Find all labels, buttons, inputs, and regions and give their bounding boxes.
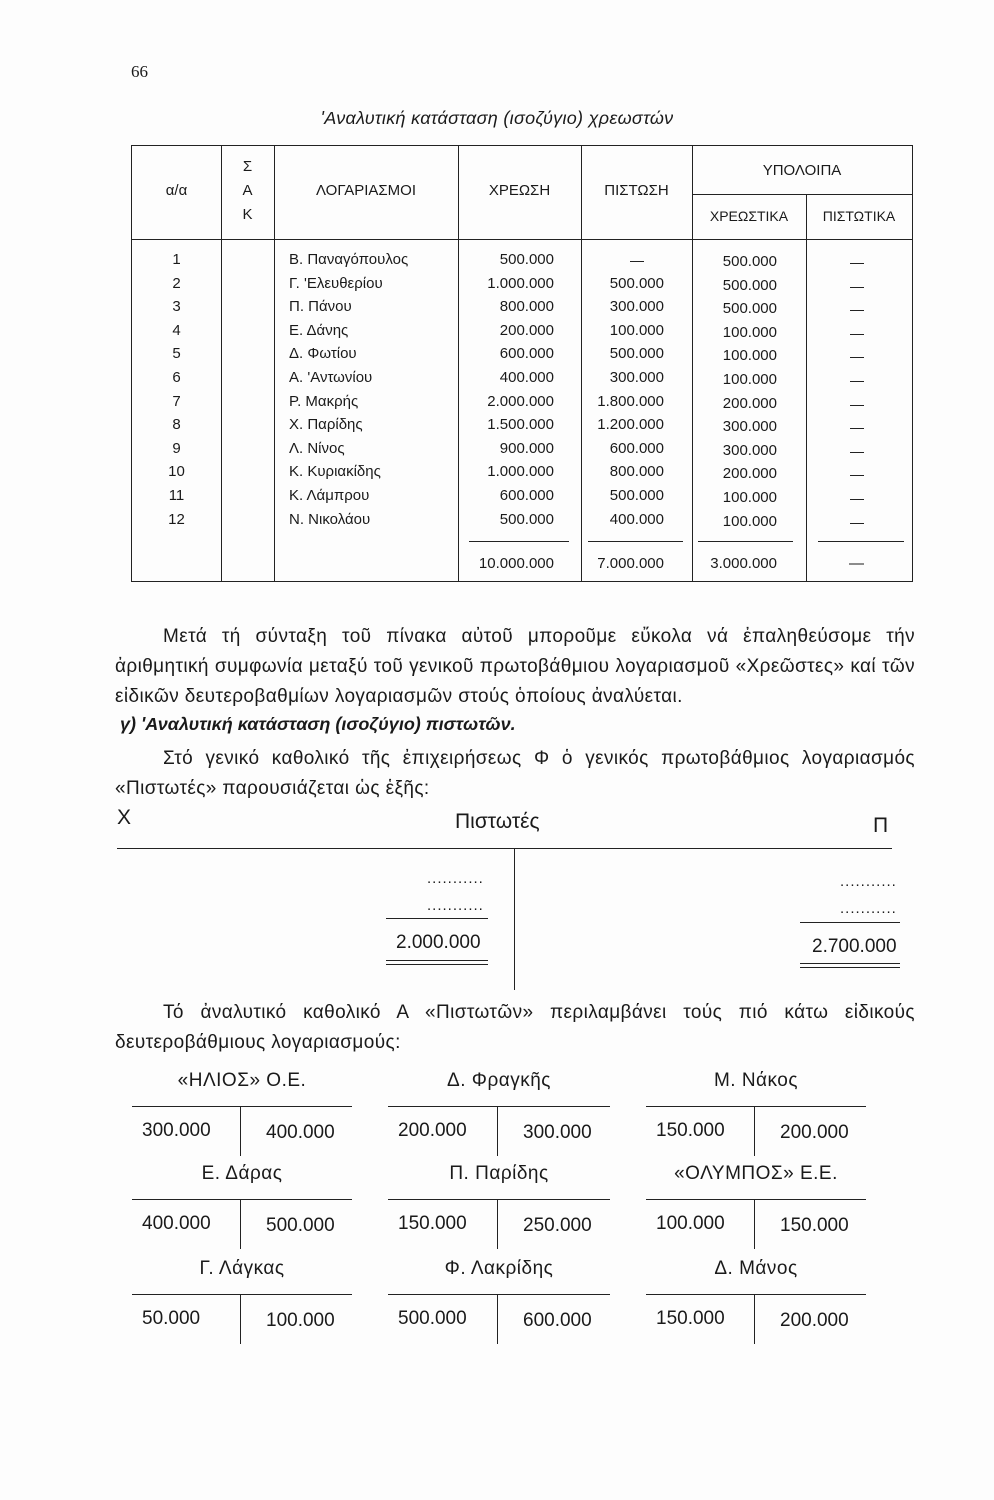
credit-empty-dash [630,261,644,262]
section-heading: γ) 'Αναλυτική κατάσταση (ισοζύγιο) πιστωτῶν. [120,714,516,734]
sub-account-credit: 250.000 [523,1215,592,1236]
sub-account-credit: 300.000 [523,1122,592,1143]
account-name: Ν. Νικολάου [289,510,371,528]
sub-account-title: «ΟΛΥΜΠΟΣ» Ε.Ε. [674,1163,838,1184]
credit-value: 1.200.000 [597,416,664,434]
account-name: Γ. 'Ελευθερίου [289,274,383,292]
sub-account-credit: 600.000 [523,1310,592,1331]
account-name: Π. Πάνου [289,298,352,316]
header-sak-2: Α [242,182,253,199]
header-accounts: ΛΟΓΑΡΙΑΣΜΟΙ [315,182,417,199]
sub-account-rule [388,1199,610,1200]
sub-account-rule [388,1106,610,1107]
debit-balance-value: 300.000 [722,418,777,436]
sub-account-debit: 500.000 [398,1308,467,1329]
debit-balance-value: 200.000 [722,465,777,483]
credit-balance-dash [850,428,864,429]
paragraph-3: Τό ἀναλυτικό καθολικό Α «Πιστωτῶν» περιλαμβάνει τούς πιό κάτω εἰδικούς δευτεροβάθμιους λογαριασμούς: [115,1002,915,1053]
debit-balance-value: 100.000 [722,512,777,530]
sub-account-title: «ΗΛΙΟΣ» Ο.Ε. [177,1070,307,1091]
credit-balance-dash [850,381,864,382]
account-name: Ε. Δάνης [289,321,349,339]
credit-value: 600.000 [609,439,664,457]
credit-balance-dash [850,523,864,524]
total-debit: 10.000.000 [478,555,554,572]
credit-value: 500.000 [609,345,664,363]
sub-account-debit: 150.000 [398,1213,467,1234]
row-number: 5 [172,345,181,363]
header-credit: ΠΙΣΤΩΣΗ [604,182,669,199]
header-credit-balance: ΠΙΣΤΩΤΙΚΑ [822,208,896,224]
t-account-left-label: Χ [117,806,132,829]
credit-value: 300.000 [609,298,664,316]
row-number: 10 [168,463,185,481]
sub-account-debit: 150.000 [656,1308,725,1329]
row-number: 11 [168,487,185,504]
sub-account-title: Δ. Φραγκῆς [447,1070,551,1091]
row-number: 7 [172,392,181,410]
credit-value: 400.000 [609,510,664,528]
header-debit: ΧΡΕΩΣΗ [488,182,551,199]
row-number: 4 [172,321,181,339]
credit-value: 1.800.000 [597,392,664,410]
debit-balance-value: 100.000 [722,371,777,388]
left-total: 2.000.000 [396,932,481,953]
account-name: Α. 'Αντωνίου [289,369,373,386]
sub-account-rule [646,1294,866,1295]
debit-value: 400.000 [499,369,554,386]
sub-account-title: Γ. Λάγκας [199,1258,285,1279]
sub-account-credit: 500.000 [266,1215,335,1236]
debit-value: 600.000 [499,345,554,363]
sub-account-credit: 100.000 [266,1310,335,1331]
debit-balance-value: 300.000 [722,441,777,459]
debtors-balance-table [131,145,913,582]
debit-value: 1.000.000 [487,274,554,292]
credit-balance-dash [850,263,864,264]
row-number: 9 [172,439,181,457]
debit-balance-value: 500.000 [722,300,777,318]
row-number: 12 [168,510,185,528]
account-name: Χ. Παρίδης [289,416,363,434]
sub-account-credit: 200.000 [780,1122,849,1143]
sub-account-debit: 300.000 [142,1120,211,1141]
credit-value: 800.000 [609,463,664,481]
debit-value: 800.000 [499,298,554,316]
credit-balance-dash [850,475,864,476]
credit-balance-dash [850,287,864,288]
credit-value: 300.000 [609,369,664,386]
paragraph-2: Στό γενικό καθολικό τῆς ἐπιχειρήσεως Φ ὁ γενικός πρωτοβάθμιος λογαριασμός «Πιστωτές» παρουσιάζεται ὡς ἑξῆς: [115,748,915,799]
debit-balance-value: 200.000 [722,394,777,412]
debit-value: 1.000.000 [487,463,554,481]
sub-account-divider [240,1199,241,1249]
debit-balance-value: 500.000 [722,253,777,270]
debit-value: 200.000 [499,321,554,339]
row-number: 6 [172,369,181,386]
paragraph-1: Μετά τή σύνταξη τοῦ πίνακα αὐτοῦ μποροῦμε εὔκολα νά ἐπαληθεύσομε τήν ἀριθμητική συμφωνία μεταξύ τοῦ γενικοῦ πρωτοβάθμιου λογαριασμοῦ «Χρεῶστες» καί τῶν εἰδικῶν δευτεροβαθμίων λογαριασμῶν στούς ὁποίους ἀναλύεται. [115,626,915,707]
debit-value: 500.000 [499,251,554,268]
sub-account-rule [132,1199,352,1200]
sub-account-debit: 150.000 [656,1120,725,1141]
sub-account-rule [646,1106,866,1107]
debit-value: 500.000 [499,510,554,528]
sub-account-divider [497,1294,498,1344]
sub-account-title: Δ. Μάνος [714,1258,798,1279]
sub-account-divider [754,1294,755,1344]
t-account-right-label: Π [873,814,889,837]
sub-account-debit: 400.000 [142,1213,211,1234]
sub-account-divider [754,1199,755,1249]
header-sak-3: Κ [242,206,253,223]
credit-balance-dash [850,310,864,311]
account-name: Κ. Κυριακίδης [289,463,381,481]
sub-account-title: Φ. Λακρίδης [444,1258,554,1279]
header-debit-balance: ΧΡΕΩΣΤΙΚΑ [709,208,789,224]
debit-value: 900.000 [499,439,554,457]
header-aa: α/α [165,182,188,199]
left-dots-1: ........... [427,870,484,887]
sub-account-rule [646,1199,866,1200]
debit-value: 600.000 [499,487,554,504]
credit-balance-dash [850,499,864,500]
table-caption: 'Αναλυτική κατάσταση (ισοζύγιο) χρεωστών [320,108,674,128]
debit-value: 1.500.000 [487,416,554,434]
total-debit-balance: 3.000.000 [710,555,777,572]
debit-balance-value: 100.000 [722,323,777,341]
sub-account-debit: 100.000 [656,1213,725,1234]
debit-balance-value: 100.000 [722,347,777,365]
sub-account-divider [497,1106,498,1156]
sub-account-rule [132,1294,352,1295]
sub-account-divider [240,1294,241,1344]
right-dots-2: ........... [840,900,897,917]
sub-account-title: Π. Παρίδης [449,1163,549,1184]
account-name: Β. Παναγόπουλος [289,251,409,268]
sub-account-debit: 200.000 [398,1120,467,1141]
row-number: 8 [172,416,181,434]
sub-account-divider [240,1106,241,1156]
sub-account-debit: 50.000 [142,1308,201,1329]
debit-balance-value: 100.000 [722,489,777,506]
debit-value: 2.000.000 [487,392,554,410]
sub-account-rule [388,1294,610,1295]
sub-account-title: Ε. Δάρας [201,1163,283,1184]
page-number: 66 [131,62,148,81]
row-number: 1 [172,251,181,268]
sub-account-credit: 200.000 [780,1310,849,1331]
debit-balance-value: 500.000 [722,276,777,294]
account-name: Κ. Λάμπρου [289,487,370,504]
credit-balance-dash [850,357,864,358]
sub-account-credit: 400.000 [266,1122,335,1143]
sub-account-title: Μ. Νάκος [713,1070,799,1091]
sub-account-credit: 150.000 [780,1215,849,1236]
right-dots-1: ........... [840,873,897,890]
credit-balance-dash [850,405,864,406]
credit-value: 500.000 [609,274,664,292]
right-total: 2.700.000 [812,936,897,957]
credit-value: 500.000 [609,487,664,504]
credit-value: 100.000 [609,321,664,339]
account-name: Δ. Φωτίου [289,345,357,363]
account-name: Ρ. Μακρής [289,392,359,410]
total-credit: 7.000.000 [597,555,664,572]
account-name: Λ. Νίνος [289,439,345,457]
credit-balance-dash [850,334,864,335]
row-number: 3 [172,298,181,316]
credit-balance-dash [850,452,864,453]
sub-account-divider [497,1199,498,1249]
sub-account-divider [754,1106,755,1156]
left-dots-2: ........... [427,897,484,914]
t-account-title: Πιστωτές [455,810,540,833]
sub-account-rule [132,1106,352,1107]
header-sak-1: Σ [242,158,253,175]
total-credit-balance: — [849,555,864,572]
row-number: 2 [172,274,181,292]
header-balances: ΥΠΟΛΟΙΠΑ [762,162,842,179]
